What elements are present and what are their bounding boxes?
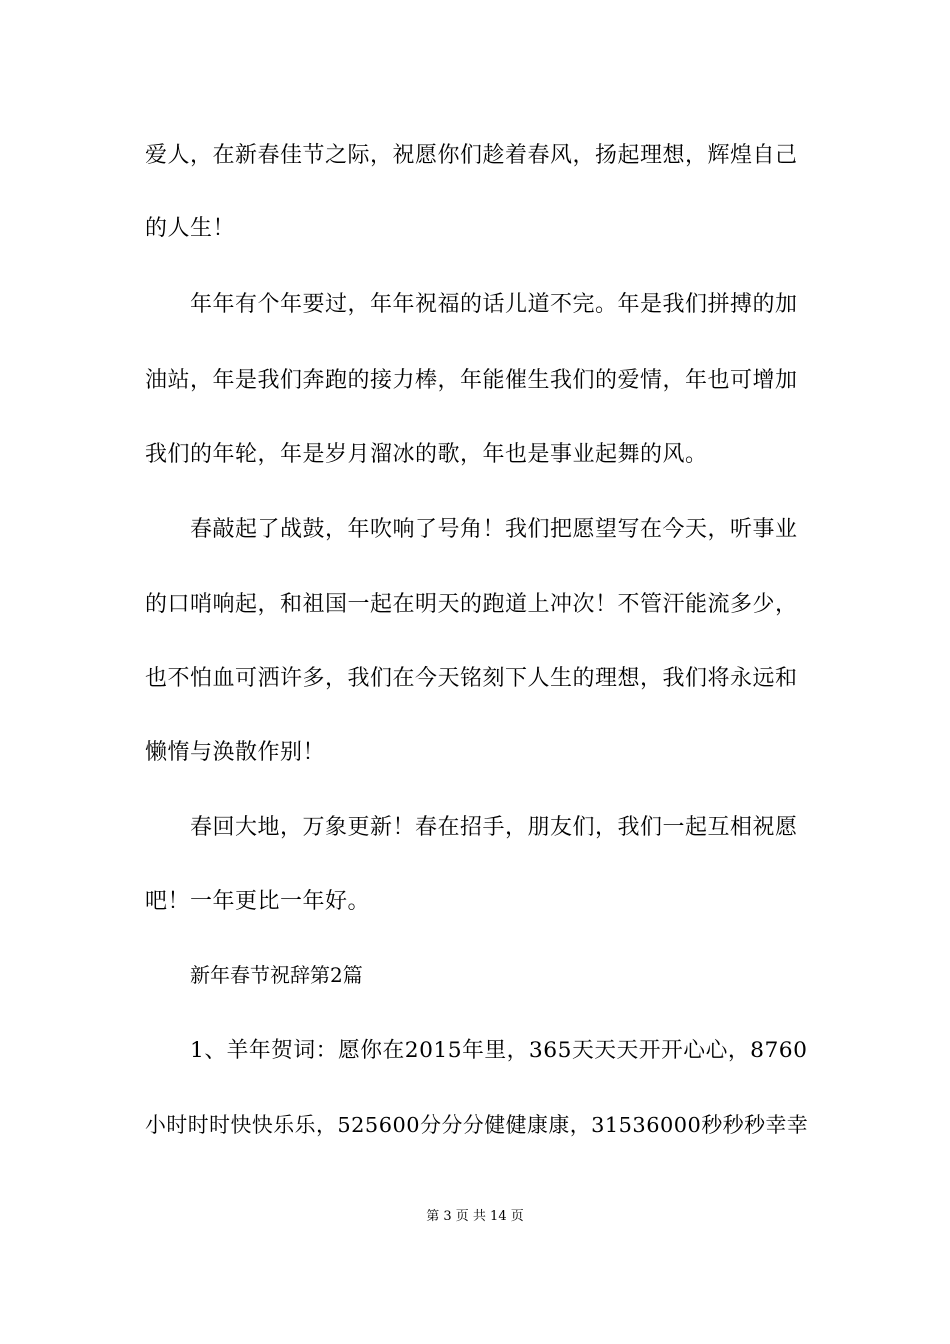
paragraph-line: 的人生！ — [145, 216, 236, 241]
paragraph-line: 懒惰与涣散作别！ — [145, 740, 326, 765]
section-heading: 新年春节祝辞第2篇 — [190, 963, 363, 987]
page-footer: 第 3 页 共 14 页 — [426, 1209, 524, 1224]
paragraph-line: 我们的年轮，年是岁月溜冰的歌，年也是事业起舞的风。 — [145, 442, 708, 467]
paragraph-line: 油站，年是我们奔跑的接力棒，年能催生我们的爱情，年也可增加 — [145, 368, 798, 393]
paragraph-line: 也不怕血可洒许多，我们在今天铭刻下人生的理想，我们将永远和 — [145, 666, 798, 691]
paragraph-line: 吧！一年更比一年好。 — [145, 889, 371, 914]
paragraph-line: 爱人，在新春佳节之际，祝愿你们趁着春风，扬起理想，辉煌自己 — [145, 143, 798, 168]
paragraph-line: 春敲起了战鼓，年吹响了号角！我们把愿望写在今天，听事业 — [190, 517, 798, 542]
paragraph-line: 年年有个年要过，年年祝福的话儿道不完。年是我们拼搏的加 — [190, 292, 798, 317]
paragraph-line: 小时时时快快乐乐，525600分分分健健康康，31536000秒秒秒幸幸 — [145, 1113, 809, 1137]
paragraph-line: 1、羊年贺词：愿你在2015年里，365天天天开开心心，8760 — [190, 1038, 808, 1063]
paragraph-line: 的口哨响起，和祖国一起在明天的跑道上冲次！不管汗能流多少， — [145, 592, 798, 617]
paragraph-line: 春回大地，万象更新！春在招手，朋友们，我们一起互相祝愿 — [190, 815, 798, 840]
